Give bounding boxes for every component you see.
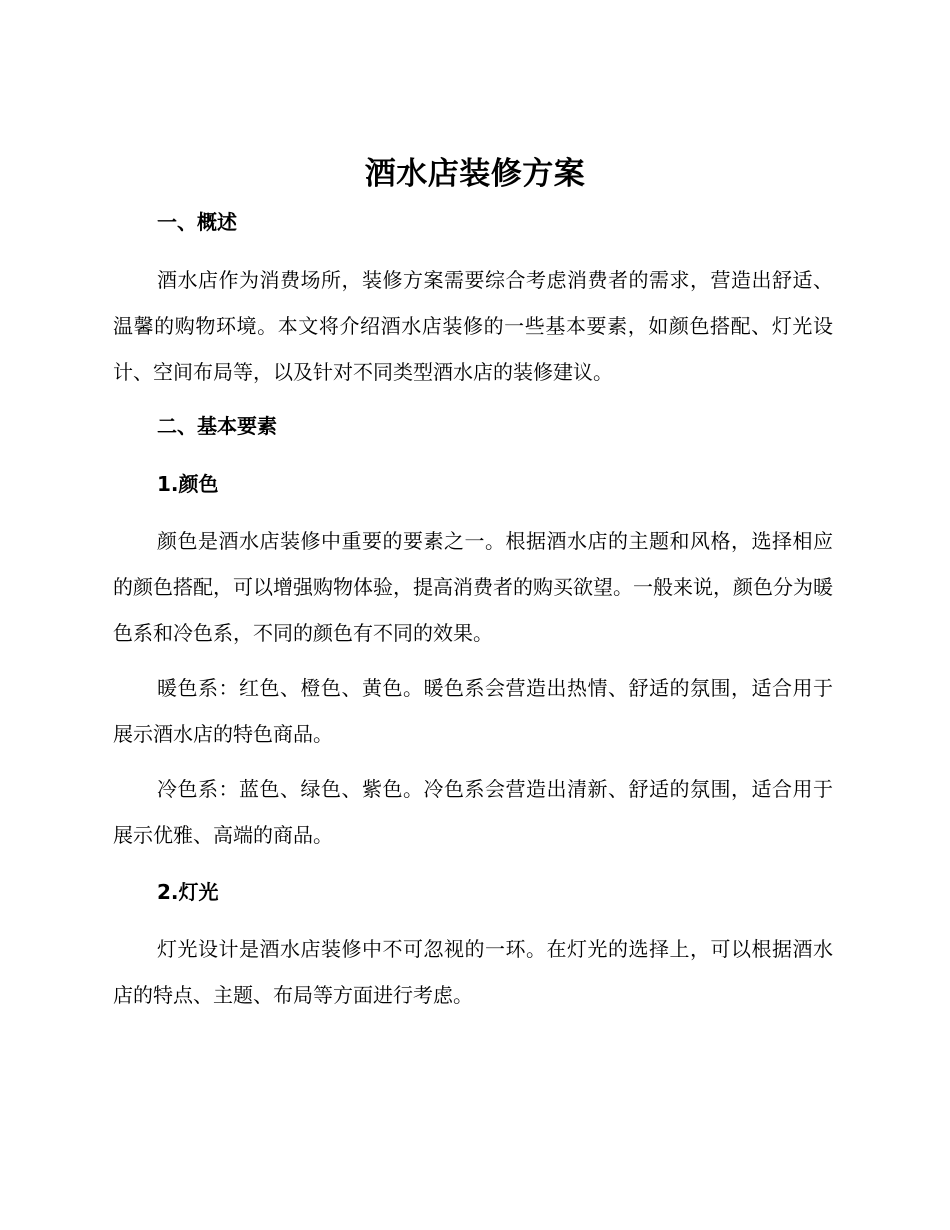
paragraph-overview: 酒水店作为消费场所，装修方案需要综合考虑消费者的需求，营造出舒适、温馨的购物环境。本文将介绍酒水店装修的一些基本要素，如颜色搭配、灯光设计、空间布局等，以及针对不同类型酒水店的装修建议。 [113, 268, 833, 384]
paragraph-warm-colors: 暖色系：红色、橙色、黄色。暖色系会营造出热情、舒适的氛围，适合用于展示酒水店的特色商品。 [113, 676, 833, 746]
section-heading-overview: 一、概述 [157, 210, 237, 234]
paragraph-color-intro: 颜色是酒水店装修中重要的要素之一。根据酒水店的主题和风格，选择相应的颜色搭配，可以增强购物体验，提高消费者的购买欲望。一般来说，颜色分为暖色系和冷色系，不同的颜色有不同的效果。 [113, 529, 833, 645]
subsection-heading-lighting: 2.灯光 [157, 880, 219, 904]
paragraph-cool-colors: 冷色系：蓝色、绿色、紫色。冷色系会营造出清新、舒适的氛围，适合用于展示优雅、高端的商品。 [113, 777, 833, 847]
document-title: 酒水店装修方案 [364, 156, 586, 192]
paragraph-lighting: 灯光设计是酒水店装修中不可忽视的一环。在灯光的选择上，可以根据酒水店的特点、主题、布局等方面进行考虑。 [113, 937, 833, 1007]
section-heading-basic-elements: 二、基本要素 [157, 414, 277, 438]
subsection-heading-color: 1.颜色 [157, 472, 219, 496]
